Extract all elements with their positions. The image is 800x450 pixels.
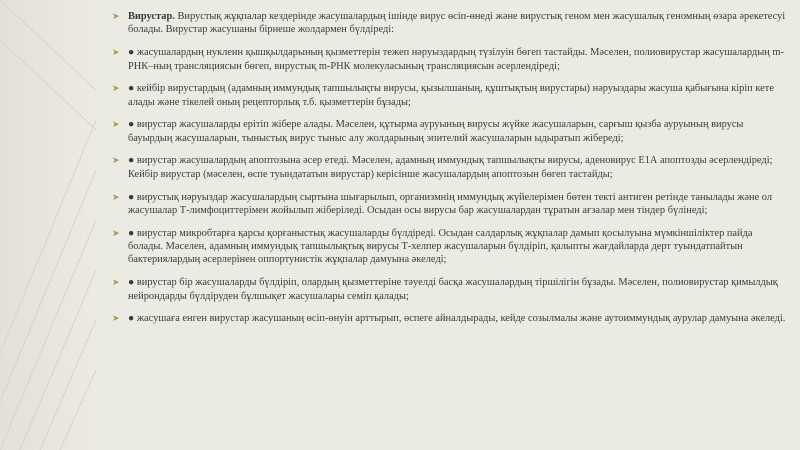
list-item <box>112 276 788 303</box>
slide-content <box>112 10 788 446</box>
list-item <box>112 82 788 109</box>
list-item-text: ● вирустар бір жасушаларды бүлдіріп, олардың қызметтеріне тәуелді басқа жасушалардың тіршілігін бұзады. Мәселен, полиовирустар қимылдық нейрондарды бүлдіруден бұлшықет жасушалары семіп қалады; <box>128 277 778 302</box>
arrow-bullet-icon: ➤ <box>112 227 120 238</box>
list-item-text: ● вирустар микробтарға қарсы қорғаныстық жасушаларды бүлдіреді. Осыдан салдарлық жұқпалар дамып қосылуына мүмкіншіліктер пайда болады. Мәселен, адамның иммундық тапшылықтық вирусы Т-хелпер жасушаларын бүлдіріп, қалыпты жағдайларда дерт туындатпайтын бактериялардың әсерлерінен оппортунистік жұқпалар дамуына әкеледі; <box>128 227 753 266</box>
list-item-text: ● кейбір вирустардың (адамның иммундық тапшылықты вирусы, қызылшаның, құштықтың вирустары) нәруыздары жасуша қабығына кіріп кете алады және тікелей оның рецепторлық т.б. қызметтерін бұзады; <box>128 83 774 108</box>
intro-text <box>128 10 788 37</box>
diagonal-lines-decor <box>0 0 96 450</box>
slide-title: Вирустар. <box>128 11 175 22</box>
list-item-text: ● вирустық нәруыздар жасушалардың сыртына шығарылып, организмнің иммундық жүйелерімен бөтен текті антиген ретінде танылады және ол жасушалар Т-лимфоциттерімен жойылып жіберіледі. Осыдан осы вирусы бар жасушалардан тұратын ағзалар мен тіндер бүлінеді; <box>128 191 773 216</box>
arrow-bullet-icon: ➤ <box>112 83 120 94</box>
list-item-text: ● вирустар жасушалардың апоптозына әсер етеді. Мәселен, адамның иммундық тапшылықты вирусы, аденовирус Е1А апоптозды әсерлендіреді; Кейбір вирустар (мәселен, өспе туындататын вирустар) керісінше жасушалардың апоптозын бөгеп тастайды; <box>128 155 773 180</box>
arrow-bullet-icon: ➤ <box>112 119 120 130</box>
list-item <box>112 312 788 325</box>
arrow-bullet-icon: ➤ <box>112 277 120 288</box>
list-item <box>112 154 788 181</box>
list-item-text: ● вирустар жасушаларды ерітіп жібере алады. Мәселен, құтырма ауруының вирусы жүйке жасушаларын, сарғыш қызба ауруының вирусы бауырдың жасушаларын, тыныстық вирус тыныс алу жолдарының эпителий жасушаларын ыдыратып жібереді; <box>128 119 744 144</box>
list-item-text: ● жасушаға енген вирустар жасушаның өсіп-өнуін арттырып, өспеге айналдырады, кейде созылмалы және аутоиммундық аурулар дамуына әкеледі. <box>128 313 786 325</box>
arrow-bullet-icon: ➤ <box>112 313 120 324</box>
list-item-text: ● жасушалардың нуклеин қышқылдарының қызметтерін тежеп нәруыздардың түзілуін бөгеп тастайды. Мәселен, полиовирустар жасушалардың m-РНК–ның трансляциясын бөгеп, вирустық m-РНК молекуласының трансляциясын әсерлендіреді; <box>128 47 784 72</box>
intro-paragraph <box>112 10 788 37</box>
list-item <box>112 191 788 218</box>
arrow-bullet-icon: ➤ <box>112 11 120 21</box>
arrow-bullet-icon: ➤ <box>112 47 120 58</box>
arrow-bullet-icon: ➤ <box>112 191 120 202</box>
list-item <box>112 118 788 145</box>
list-item <box>112 46 788 73</box>
arrow-bullet-icon: ➤ <box>112 155 120 166</box>
left-decoration <box>0 0 96 450</box>
list-item <box>112 227 788 267</box>
intro-body: Вирустық жұқпалар кездерінде жасушалардың ішінде вирус өсіп-өнеді және вирустық геном мен жасушалық геномның өзара әрекетесуі болады. Вирустар жасушаны бірнеше жолдармен бүлдіреді: <box>128 11 786 36</box>
